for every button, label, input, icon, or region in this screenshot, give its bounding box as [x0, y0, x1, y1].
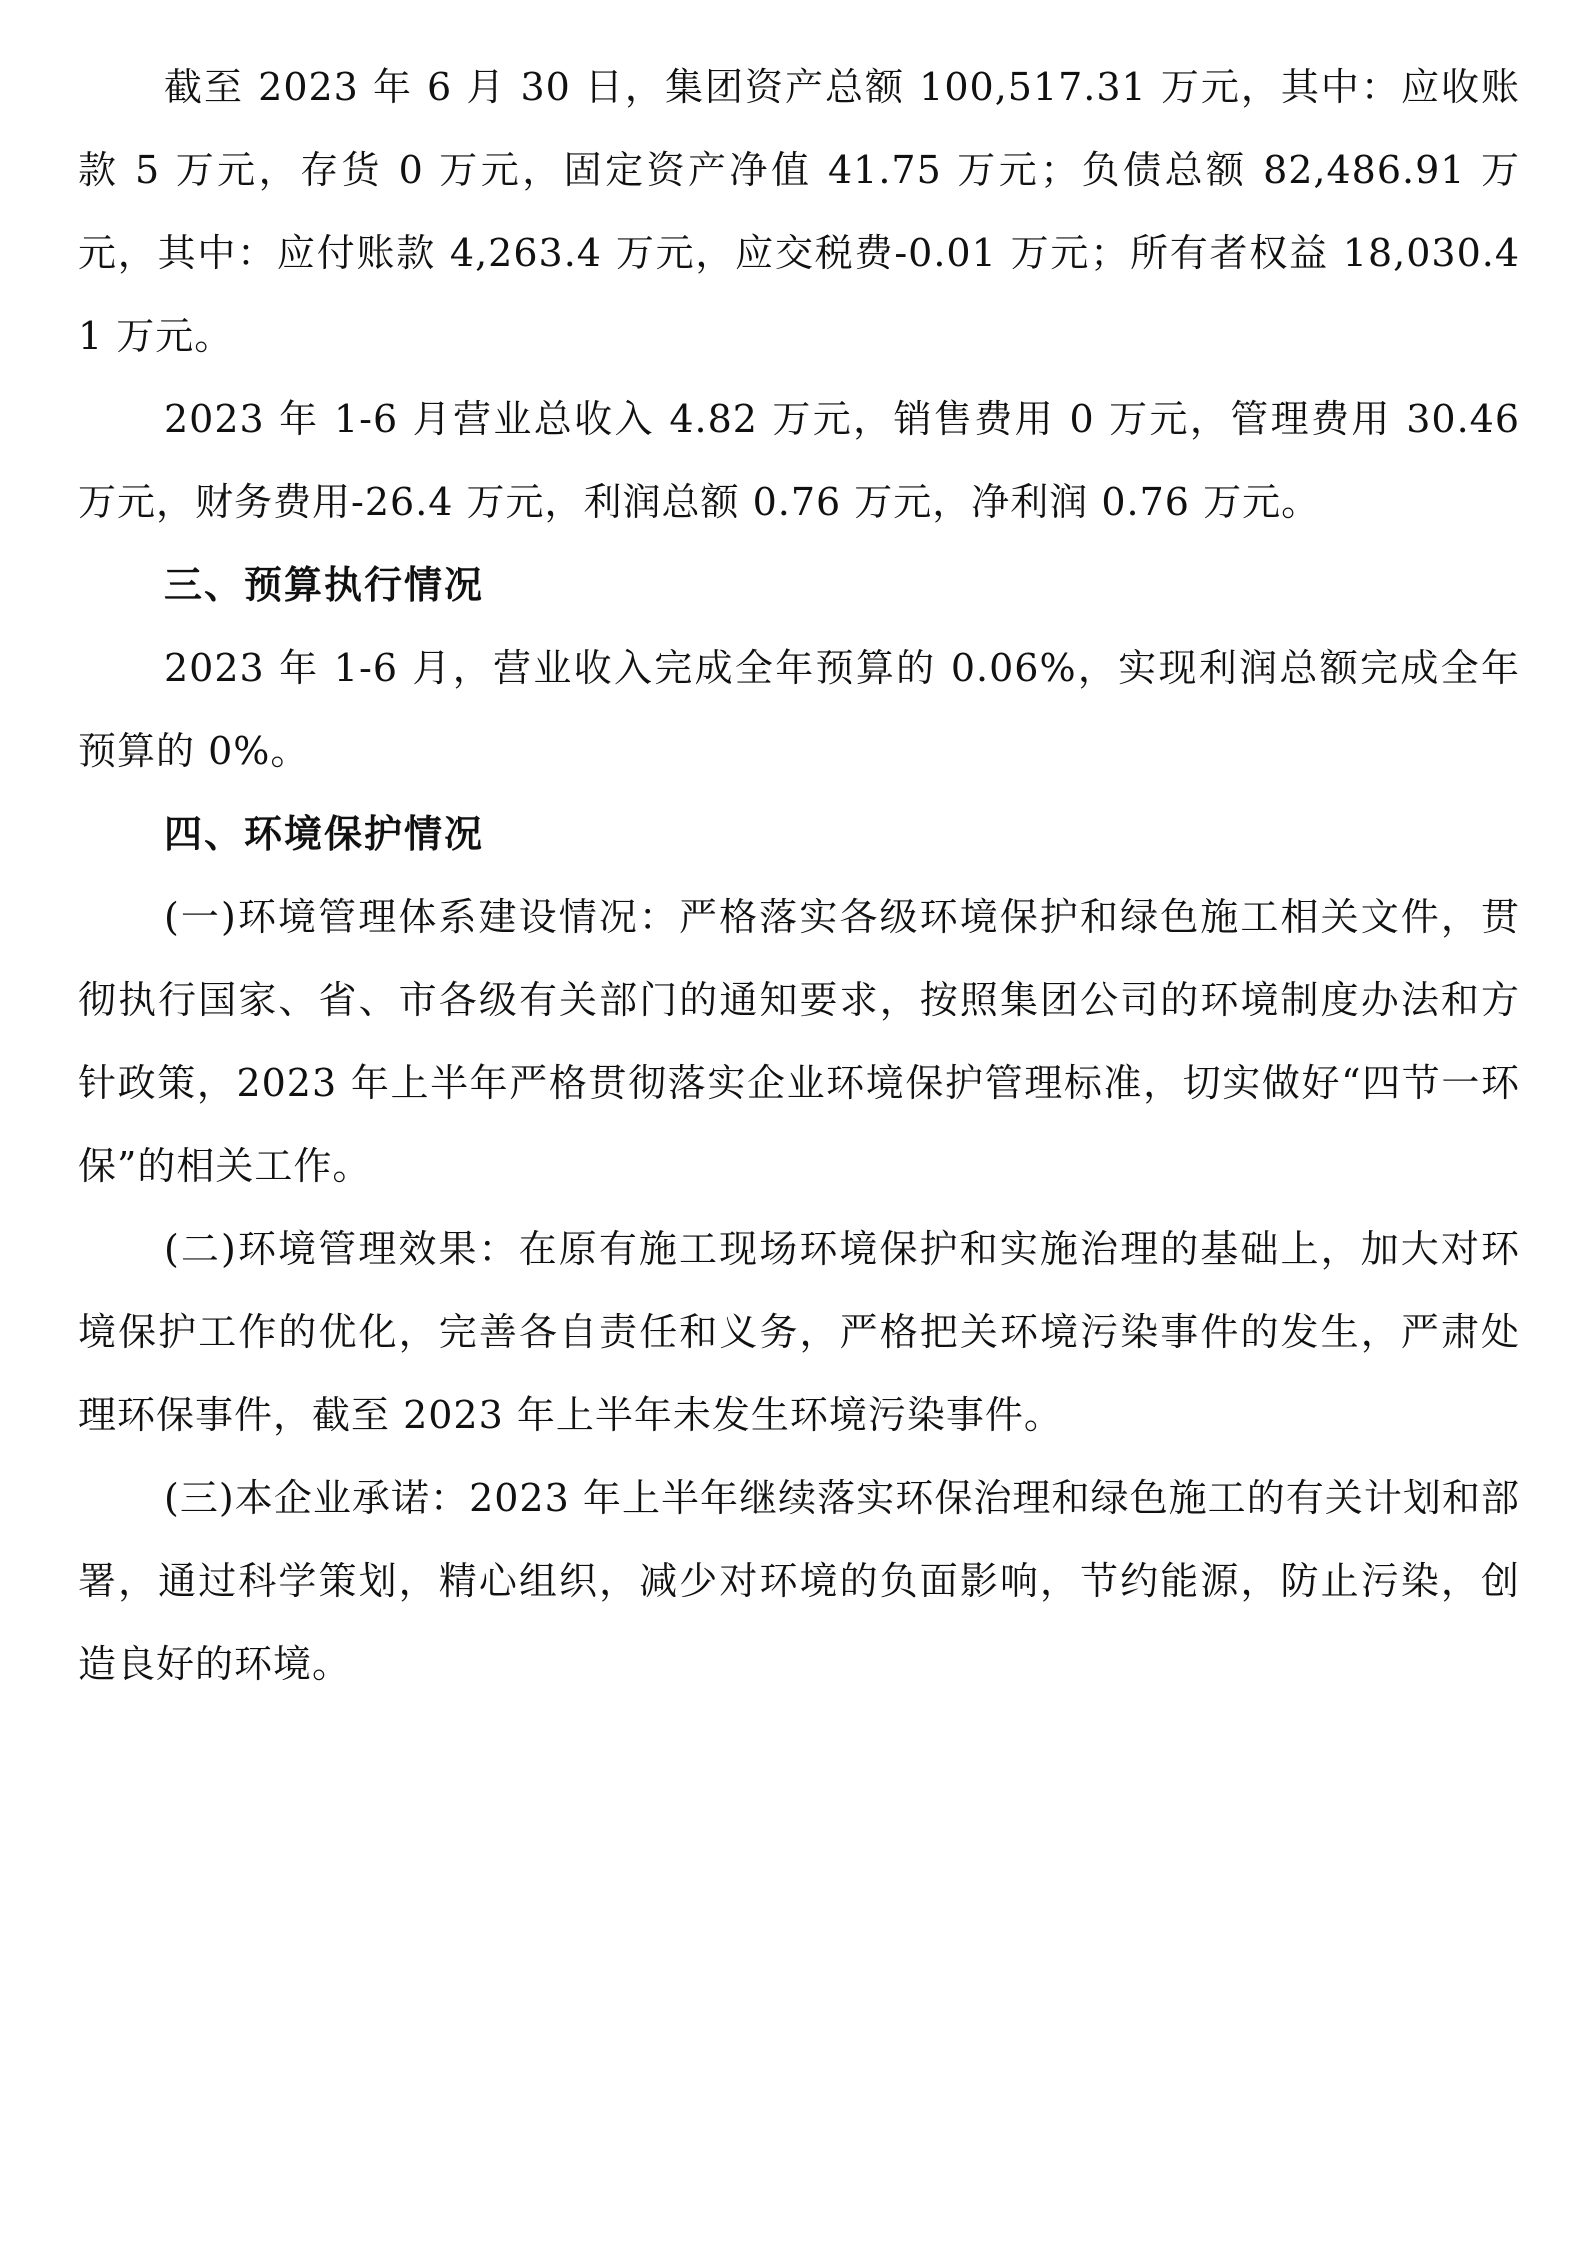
assets-liabilities-paragraph: 截至 2023 年 6 月 30 日，集团资产总额 100,517.31 万元，其中：应收账款 5 万元，存货 0 万元，固定资产净值 41.75 万元；负债总额 82,486.91 万元，其中：应付账款 4,263.4 万元，应交税费-0.01 万元；所有者权益 18,030.41 万元。 — [78, 65, 1520, 358]
environment-effect-paragraph: (二)环境管理效果：在原有施工现场环境保护和实施治理的基础上，加大对环境保护工作的优化，完善各自责任和义务，严格把关环境污染事件的发生，严肃处理环保事件，截至 2023 年上半年未发生环境污染事件。 — [78, 1227, 1520, 1437]
section-heading-environment: 四、环境保护情况 — [164, 812, 485, 856]
budget-execution-paragraph: 2023 年 1-6 月，营业收入完成全年预算的 0.06%，实现利润总额完成全年预算的 0%。 — [78, 646, 1520, 773]
environment-system-paragraph: (一)环境管理体系建设情况：严格落实各级环境保护和绿色施工相关文件，贯彻执行国家、省、市各级有关部门的通知要求，按照集团公司的环境制度办法和方针政策，2023 年上半年严格贯彻落实企业环境保护管理标准，切实做好“四节一环保”的相关工作。 — [78, 895, 1520, 1188]
section-heading-budget: 三、预算执行情况 — [164, 563, 485, 607]
income-expenses-paragraph: 2023 年 1-6 月营业总收入 4.82 万元，销售费用 0 万元，管理费用 30.46 万元，财务费用-26.4 万元，利润总额 0.76 万元，净利润 0.76 万元。 — [78, 397, 1520, 524]
document-body — [78, 46, 1520, 1706]
environment-commitment-paragraph: (三)本企业承诺：2023 年上半年继续落实环保治理和绿色施工的有关计划和部署，通过科学策划，精心组织，减少对环境的负面影响，节约能源，防止污染，创造良好的环境。 — [78, 1476, 1520, 1686]
